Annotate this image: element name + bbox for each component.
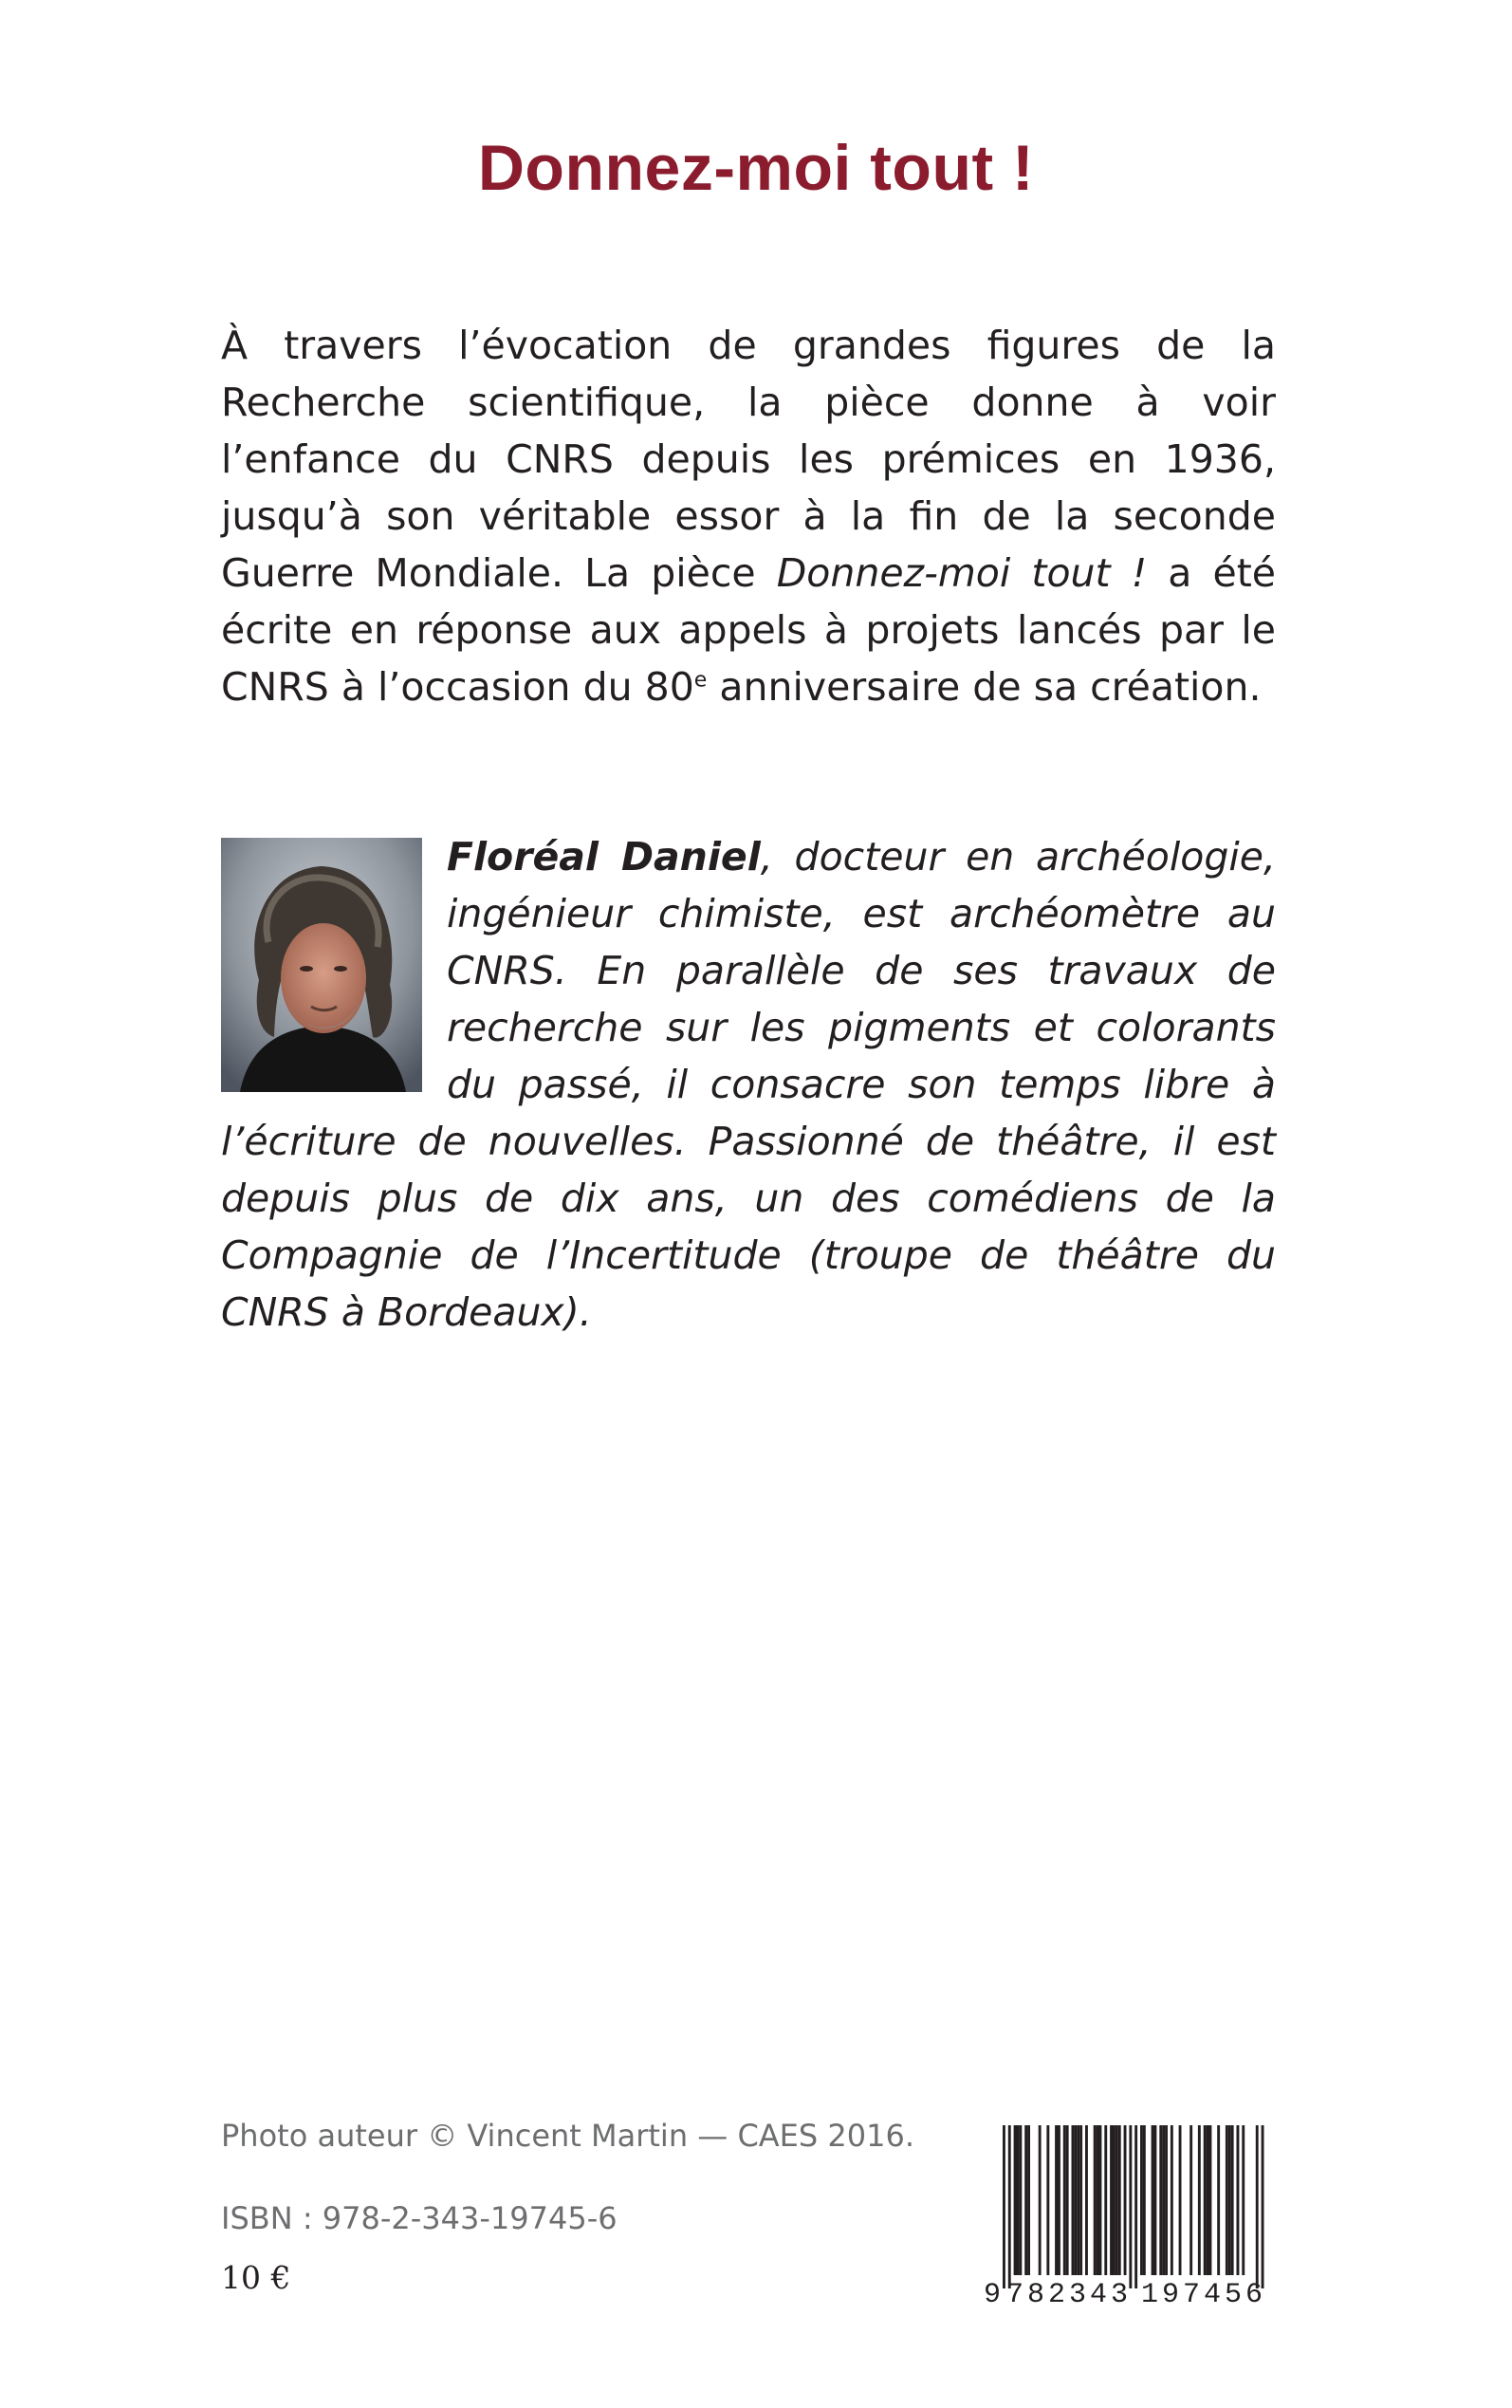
barcode-bar [1231, 2125, 1234, 2275]
barcode-bars [1003, 2125, 1264, 2288]
barcode-bar [1104, 2125, 1107, 2275]
barcode-right-digits: 197456 [1141, 2279, 1267, 2306]
barcode-bar [1055, 2125, 1058, 2275]
barcode-bar [1039, 2125, 1042, 2275]
barcode-bar [1179, 2125, 1182, 2275]
barcode-bar [1066, 2125, 1069, 2275]
synopsis-paragraph [221, 317, 1276, 715]
barcode-bar [1094, 2125, 1097, 2275]
barcode-bar [1124, 2125, 1127, 2275]
barcode-bar [1024, 2125, 1027, 2275]
barcode-bar [1189, 2125, 1192, 2275]
barcode-bar [1207, 2125, 1209, 2275]
barcode-bar [1262, 2125, 1264, 2288]
barcode-bar [1063, 2125, 1066, 2275]
barcode-bar [1017, 2125, 1020, 2275]
photo-credit: Photo auteur © Vincent Martin — CAES 2016. [221, 2118, 914, 2154]
synopsis-italic-title: Donnez-moi tout ! [776, 550, 1148, 596]
barcode-bar [1242, 2125, 1245, 2275]
barcode-bar [1204, 2125, 1207, 2275]
book-title: Donnez-moi tout ! [477, 132, 1035, 204]
barcode-bar [1097, 2125, 1099, 2275]
barcode-bar [1085, 2125, 1088, 2275]
isbn: ISBN : 978-2-343-19745-6 [221, 2200, 618, 2236]
barcode-bar [1226, 2125, 1228, 2275]
barcode-bar [1008, 2125, 1011, 2288]
barcode-bar [1134, 2125, 1137, 2288]
barcode-bar [1198, 2125, 1201, 2275]
barcode-bar [1058, 2125, 1060, 2275]
barcode-bar [1159, 2125, 1162, 2275]
barcode-bar [1113, 2125, 1116, 2275]
author-name: Floréal Daniel [447, 834, 761, 880]
synopsis-superscript: e [693, 668, 708, 693]
author-bio [221, 828, 1276, 1341]
barcode-bar [1165, 2125, 1168, 2275]
author-photo [221, 838, 422, 1092]
barcode-bar [1019, 2125, 1022, 2275]
barcode-bar [1072, 2125, 1075, 2275]
isbn-barcode [984, 2125, 1278, 2306]
barcode-bar [1152, 2125, 1154, 2275]
barcode-bar [1046, 2125, 1049, 2275]
barcode-bar [1209, 2125, 1212, 2275]
author-portrait-image [221, 838, 422, 1092]
price: 10 € [221, 2259, 291, 2296]
barcode-bar [1162, 2125, 1165, 2275]
barcode-bar [1228, 2125, 1231, 2275]
barcode-bar [1074, 2125, 1077, 2275]
barcode-bar [1129, 2125, 1132, 2288]
barcode-bar [1256, 2125, 1259, 2288]
barcode-bar [1118, 2125, 1121, 2275]
barcode-left-digits: 782343 [1006, 2279, 1133, 2306]
barcode-bar [1077, 2125, 1079, 2275]
barcode-first-digit: 9 [984, 2279, 1002, 2306]
author-bio-text: , docteur en archéologie, ingénieur chimiste, est archéomètre au CNRS. En parallèle de ses travaux de recherche sur les pigments et colorants du passé, il consacre son temps libre à l’écriture de nouvelles. Passionné de théâtre, il est depuis plus de dix ans, un des comédiens de la Compagnie de l’Incertitude (troupe de théâtre du CNRS à Bordeaux). [221, 834, 1276, 1335]
barcode-bar [1217, 2125, 1220, 2275]
synopsis-text-3: anniversaire de sa création. [707, 664, 1262, 710]
barcode-bar [1140, 2125, 1143, 2275]
synopsis-text-2: a été écrite en réponse aux appels à projets lancés par le CNRS à l’occasion du 80 [221, 550, 1276, 710]
barcode-bar [1014, 2125, 1017, 2275]
barcode-bar [1237, 2125, 1240, 2275]
barcode-bar [1143, 2125, 1146, 2275]
barcode-bar [1079, 2125, 1082, 2275]
barcode-bar [1099, 2125, 1102, 2275]
barcode-bar [1116, 2125, 1118, 2275]
barcode-bar [1110, 2125, 1113, 2275]
barcode-bar [1154, 2125, 1157, 2275]
synopsis-text-1: À travers l’évocation de grandes figures de la Recherche scientifique, la pièce donne à voir l’enfance du CNRS depuis les prémices en 1936, jusqu’à son véritable essor à la fin de la seconde Guerre Mondiale. La pièce [221, 323, 1276, 596]
barcode-bar [1003, 2125, 1005, 2288]
barcode-bar [1171, 2125, 1173, 2275]
barcode-bar [1027, 2125, 1030, 2275]
